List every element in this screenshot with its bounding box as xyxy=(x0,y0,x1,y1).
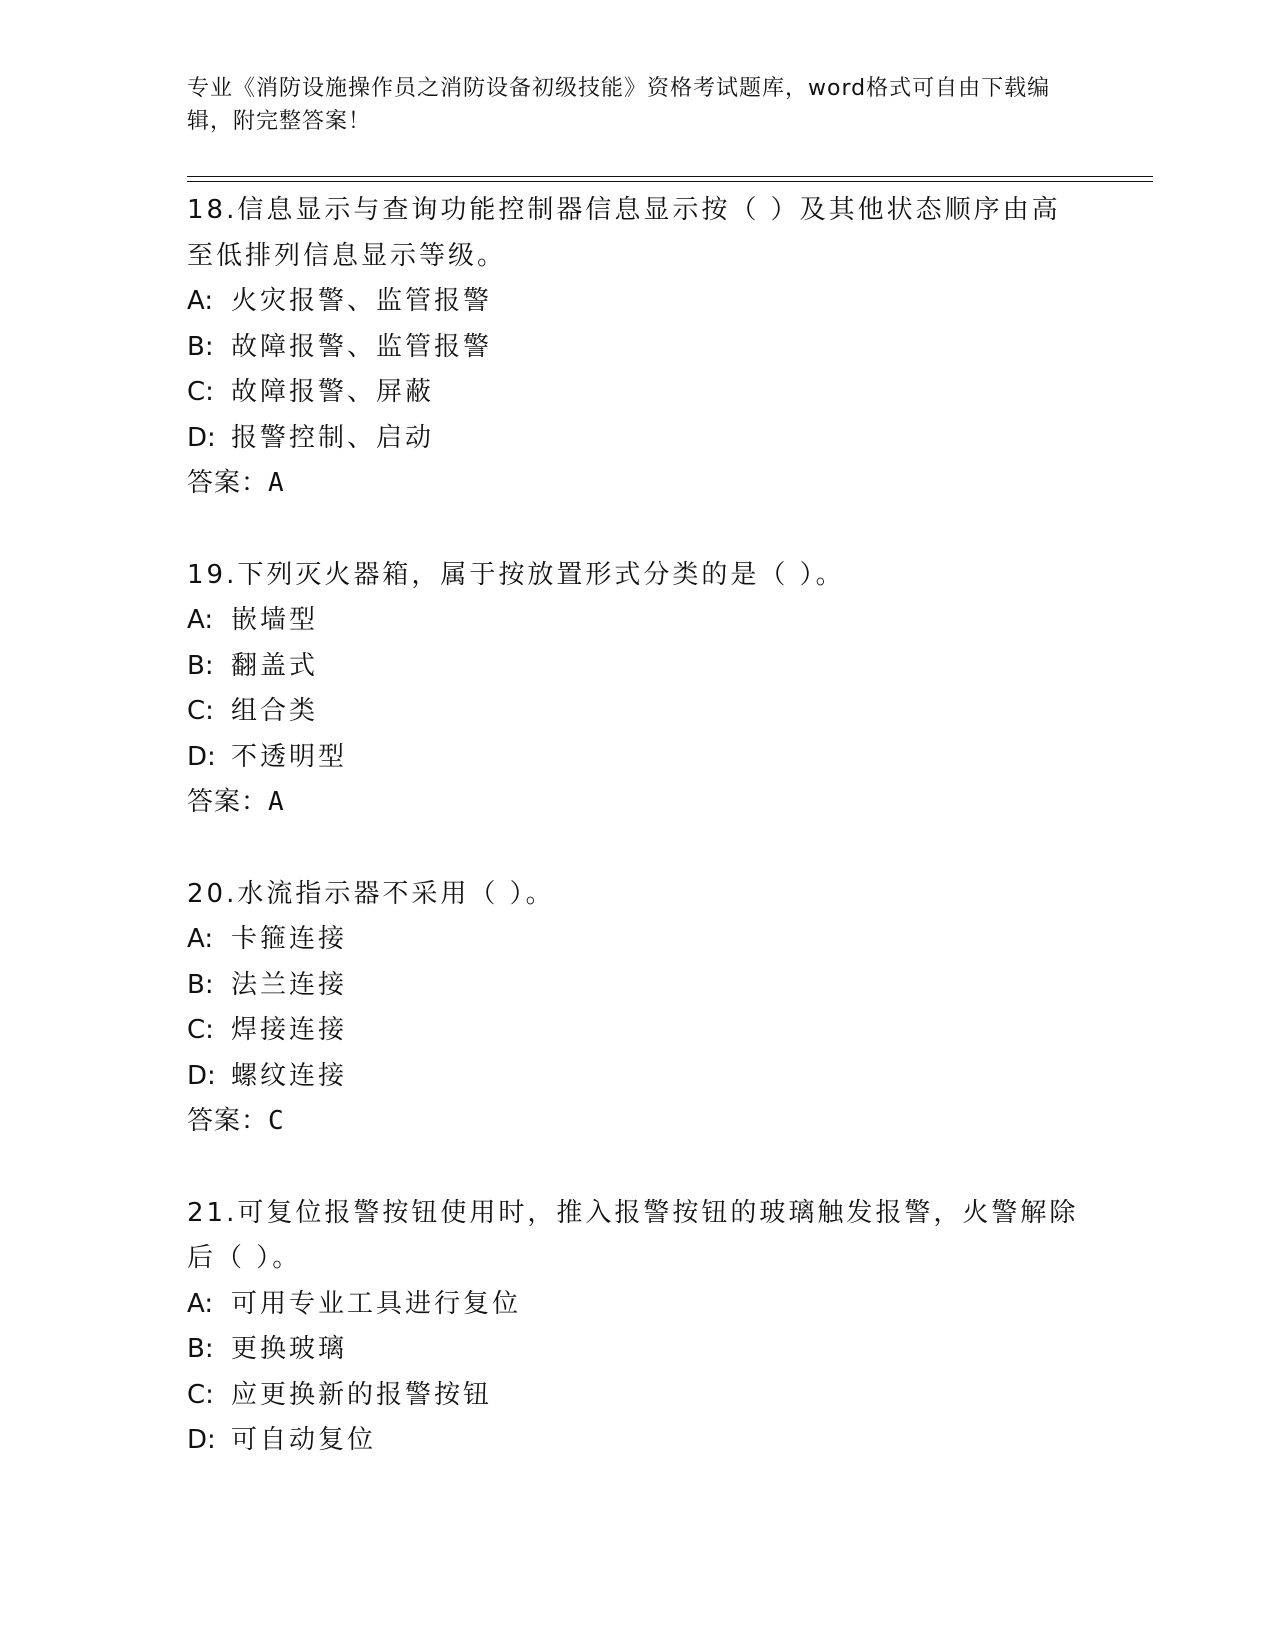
option-b xyxy=(187,963,1087,1009)
option-key: D: xyxy=(187,1425,216,1455)
option-c xyxy=(187,1008,1087,1054)
option-text: 可用专业工具进行复位 xyxy=(231,1288,522,1319)
option-text: 应更换新的报警按钮 xyxy=(231,1379,493,1410)
option-key: B: xyxy=(187,969,214,1000)
header-divider-top xyxy=(187,176,1153,177)
option-key: C: xyxy=(187,1015,214,1045)
option-c xyxy=(187,1373,1087,1419)
option-d xyxy=(187,735,1087,781)
answer-line xyxy=(187,1099,1087,1145)
option-a xyxy=(187,917,1087,963)
option-key: D: xyxy=(187,1060,216,1091)
option-c xyxy=(187,370,1087,416)
option-key: B: xyxy=(187,331,214,362)
option-key: A: xyxy=(187,605,214,635)
option-key: D: xyxy=(187,422,216,453)
option-key: A: xyxy=(187,1288,214,1319)
header-divider-bottom xyxy=(187,181,1153,182)
option-text: 火灾报警、监管报警 xyxy=(231,286,493,316)
option-key: C: xyxy=(187,377,214,407)
option-d xyxy=(187,1418,1087,1464)
answer-line xyxy=(187,780,1087,826)
option-key: C: xyxy=(187,696,214,726)
question-19 xyxy=(187,553,1087,826)
option-key: D: xyxy=(187,741,216,772)
option-text: 组合类 xyxy=(231,696,319,726)
question-list xyxy=(187,188,1087,1510)
option-text: 焊接连接 xyxy=(231,1015,348,1045)
option-key: A: xyxy=(187,286,214,316)
option-text: 不透明型 xyxy=(231,741,348,772)
option-d xyxy=(187,416,1087,462)
option-text: 更换玻璃 xyxy=(231,1334,348,1364)
answer-value: A xyxy=(268,787,285,817)
option-text: 翻盖式 xyxy=(231,650,319,681)
answer-value: A xyxy=(268,468,285,498)
option-a xyxy=(187,1282,1087,1328)
option-text: 故障报警、监管报警 xyxy=(231,331,493,362)
option-b xyxy=(187,644,1087,690)
option-text: 法兰连接 xyxy=(231,969,348,1000)
option-c xyxy=(187,689,1087,735)
option-b xyxy=(187,1327,1087,1373)
answer-line xyxy=(187,461,1087,507)
option-text: 螺纹连接 xyxy=(231,1060,348,1091)
answer-label: 答案： xyxy=(187,787,269,817)
option-key: B: xyxy=(187,650,214,681)
question-20 xyxy=(187,872,1087,1145)
question-stem: 21.可复位报警按钮使用时，推入报警按钮的玻璃触发报警，火警解除后（ ）。 xyxy=(187,1197,1079,1273)
option-key: B: xyxy=(187,1334,214,1364)
option-key: A: xyxy=(187,924,214,954)
option-b xyxy=(187,325,1087,371)
question-stem: 19.下列灭火器箱，属于按放置形式分类的是（ ）。 xyxy=(187,559,845,590)
option-text: 报警控制、启动 xyxy=(231,422,435,453)
option-text: 嵌墙型 xyxy=(231,605,319,635)
document-header: 专业《消防设施操作员之消防设备初级技能》资格考试题库，word格式可自由下载编辑，附完整答案！ xyxy=(187,76,1051,134)
answer-label: 答案： xyxy=(187,1106,269,1136)
option-key: C: xyxy=(187,1379,214,1410)
question-21 xyxy=(187,1191,1087,1464)
question-18 xyxy=(187,188,1087,507)
answer-value: C xyxy=(268,1106,285,1136)
option-text: 可自动复位 xyxy=(231,1425,377,1455)
option-d xyxy=(187,1054,1087,1100)
option-text: 卡箍连接 xyxy=(231,924,348,954)
option-a xyxy=(187,279,1087,325)
answer-label: 答案： xyxy=(187,468,269,498)
question-stem: 20.水流指示器不采用（ ）。 xyxy=(187,878,555,909)
option-a xyxy=(187,598,1087,644)
question-stem: 18.信息显示与查询功能控制器信息显示按（ ）及其他状态顺序由高至低排列信息显示等级。 xyxy=(187,195,1061,271)
option-text: 故障报警、屏蔽 xyxy=(231,377,435,407)
